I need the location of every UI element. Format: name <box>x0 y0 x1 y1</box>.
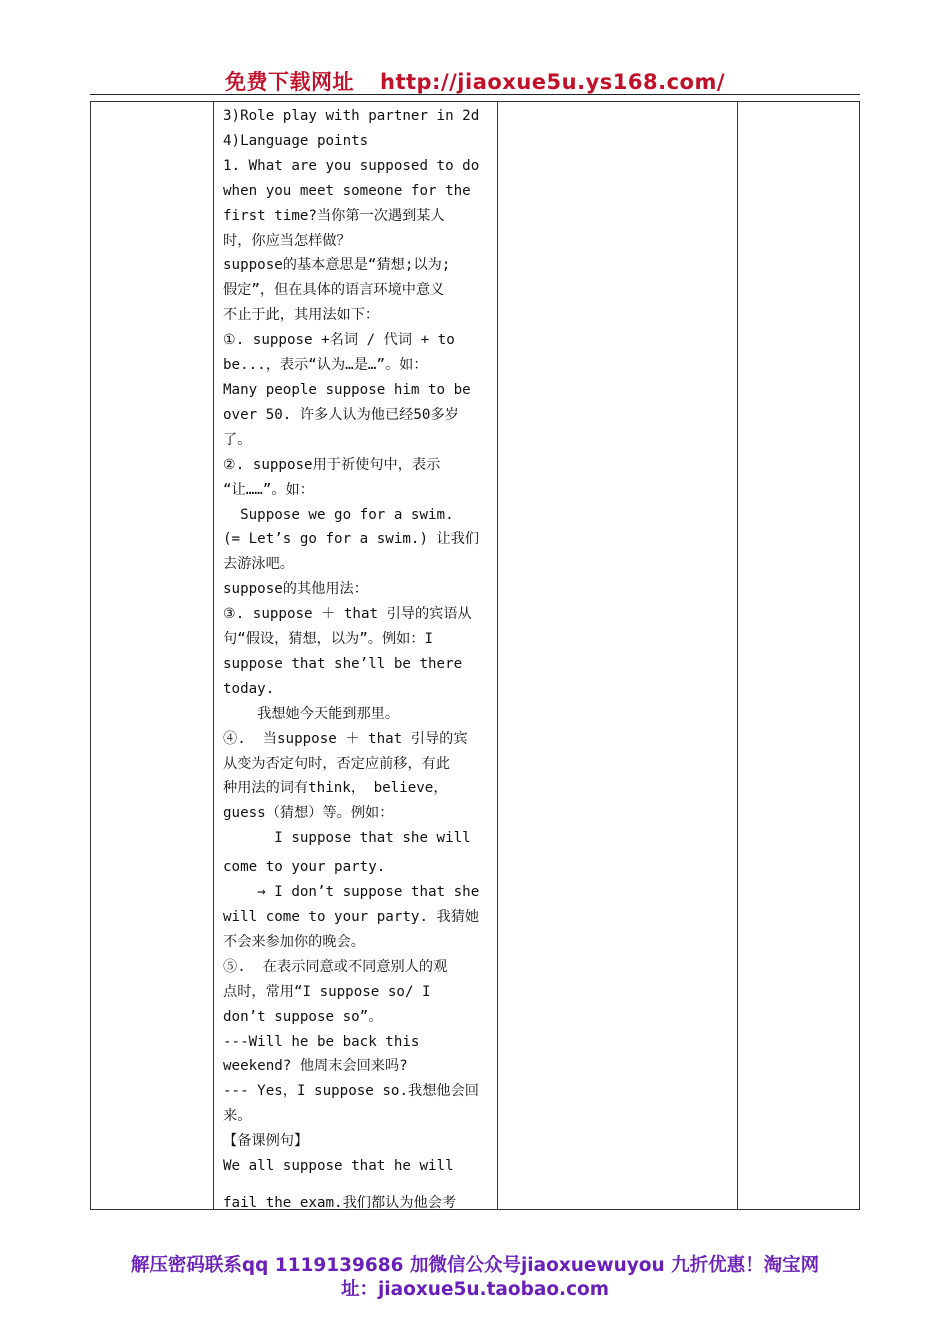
text-line: ②. suppose用于祈使句中，表示 <box>223 456 441 473</box>
text-line: 1. What are you supposed to do <box>223 157 480 174</box>
text-line: → I don’t suppose that she <box>223 884 480 901</box>
text-line: --- Yes，I suppose so.我想他会回 <box>223 1083 479 1100</box>
text-line: 【备课例句】 <box>223 1133 309 1150</box>
footer-line: 址：jiaoxue5u.taobao.com <box>340 1279 610 1300</box>
text-line: suppose的其他用法： <box>223 581 368 598</box>
lesson-content-cell <box>223 104 491 1216</box>
text-line: guess（猜想）等。例如： <box>223 805 394 822</box>
text-line: 不会来参加你的晚会。 <box>223 933 365 950</box>
text-line: “让……”。如： <box>223 481 314 498</box>
contact-footer <box>0 1254 950 1302</box>
text-line: come to your party. <box>223 859 386 876</box>
text-line: 去游泳吧。 <box>223 556 294 573</box>
text-line: 点时，常用“I suppose so/ I <box>223 983 431 1000</box>
spacer <box>223 1179 491 1191</box>
text-line: ⑤. 在表示同意或不同意别人的观 <box>223 958 448 975</box>
text-line: weekend? 他周末会回来吗? <box>223 1058 408 1075</box>
download-header <box>0 66 950 96</box>
text-line: ①. suppose +名词 / 代词 + to <box>223 332 455 349</box>
text-line: ④. 当suppose ＋ that 引导的宾 <box>223 730 468 747</box>
site-url-link[interactable]: http://jiaoxue5u.ys168.com/ <box>380 70 725 94</box>
text-line: 假定”，但在具体的语言环境中意义 <box>223 282 445 299</box>
site-label: 免费下载网址 <box>225 70 354 94</box>
text-line: We all suppose that he will <box>223 1158 454 1175</box>
text-line: 时，你应当怎样做？ <box>223 232 351 249</box>
text-line: first time?当你第一次遇到某人 <box>223 207 445 224</box>
column-divider <box>213 102 214 1209</box>
text-line: suppose的基本意思是“猜想;以为; <box>223 257 451 274</box>
text-line: over 50. 许多人认为他已经50多岁 <box>223 406 459 423</box>
text-line: 4)Language points <box>223 132 369 149</box>
text-line: ③. suppose ＋ that 引导的宾语从 <box>223 606 472 623</box>
text-line: suppose that she’ll be there <box>223 655 463 672</box>
text-line: 来。 <box>223 1108 252 1125</box>
text-line: 不止于此，其用法如下： <box>223 307 380 324</box>
text-line: 句“假设，猜想，以为”。例如：I <box>223 631 434 648</box>
column-divider <box>737 102 738 1209</box>
text-line: fail the exam.我们都认为他会考 <box>223 1194 457 1211</box>
text-line: 3)Role play with partner in 2d <box>223 108 480 124</box>
text-line: don’t suppose so”。 <box>223 1008 383 1025</box>
text-line: 了。 <box>223 431 252 448</box>
text-line: Many people suppose him to be <box>223 381 471 398</box>
text-line: 种用法的词有think， believe， <box>223 780 448 797</box>
column-divider <box>497 102 498 1209</box>
text-line: (= Let’s go for a swim.) 让我们 <box>223 531 480 548</box>
text-line: 我想她今天能到那里。 <box>223 705 400 722</box>
text-line: ---Will he be back this <box>223 1033 420 1050</box>
header-rule <box>90 94 860 95</box>
footer-line: 解压密码联系qq 1119139686 加微信公众号jiaoxuewuyou 九折优惠！淘宝网 <box>130 1255 820 1276</box>
text-line: today. <box>223 680 275 697</box>
text-line: be...，表示“认为…是…”。如： <box>223 357 428 374</box>
text-line: will come to your party. 我猜她 <box>223 909 480 925</box>
text-line: when you meet someone for the <box>223 182 471 199</box>
text-line: I suppose that she will <box>223 830 471 847</box>
text-line: 从变为否定句时，否定应前移，有此 <box>223 755 451 772</box>
text-line: Suppose we go for a swim. <box>223 506 454 523</box>
